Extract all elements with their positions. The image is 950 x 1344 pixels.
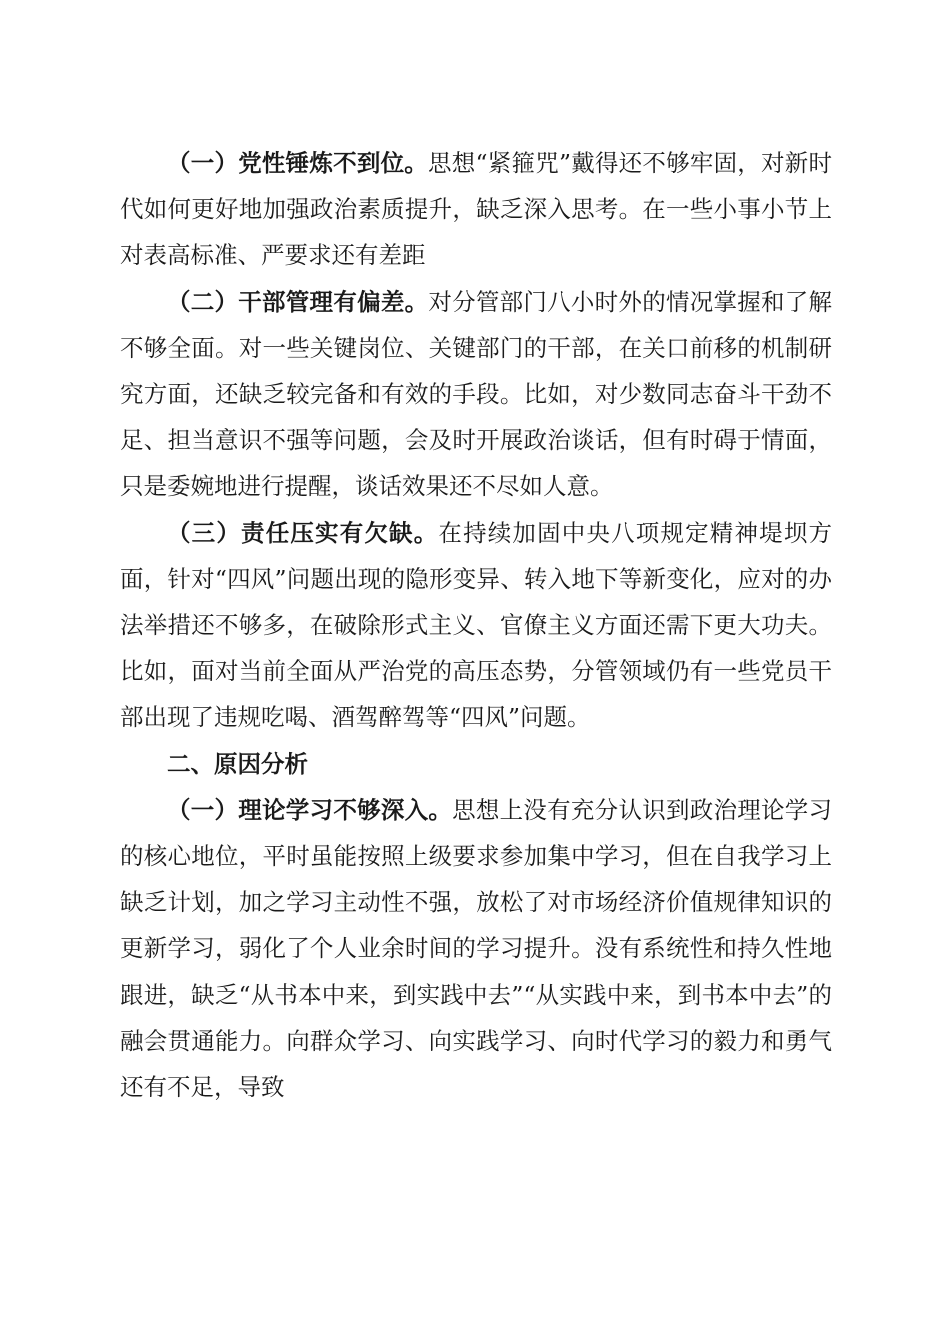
document-body [120, 140, 832, 1110]
paragraph-heading: （二）干部管理有偏差。 [167, 287, 429, 316]
paragraph-text: 思想上没有充分认识到政治理论学习的核心地位，平时虽能按照上级要求参加集中学习，但在自我学习上缺乏计划，加之学习主动性不强，放松了对市场经济价值规律知识的更新学习，弱化了个人业余时间的学习提升。没有系统性和持久性地跟进，缺乏“从书本中来，到实践中去”“从实践中来，到书本中去”的融会贯通能力。向群众学习、向实践学习、向时代学习的毅力和勇气还有不足，导致 [120, 795, 833, 1102]
paragraph-cadre-management [120, 279, 832, 510]
paragraph-text: 思想“紧箍咒”戴得还不够牢固，对新时代如何更好地加强政治素质提升，缺乏深入思考。在一些小事小节上对表高标准、严要求还有差距 [120, 149, 833, 270]
paragraph-text: 在持续加固中央八项规定精神堤坝方面，针对“四风”问题出现的隐形变异、转入地下等新变化，应对的办法举措还不够多，在破除形式主义、官僚主义方面还需下更大功夫。比如，面对当前全面从严治党的高压态势，分管领域仍有一些党员干部出现了违规吃喝、酒驾醉驾等“四风”问题。 [120, 518, 833, 732]
paragraph-heading: （一）党性锤炼不到位。 [167, 149, 429, 177]
paragraph-responsibility [120, 510, 832, 741]
paragraph-heading: （三）责任压实有欠缺。 [167, 518, 439, 547]
paragraph-party-spirit [120, 140, 832, 279]
paragraph-heading: （一）理论学习不够深入。 [167, 795, 453, 824]
paragraph-text: 对分管部门八小时外的情况掌握和了解不够全面。对一些关键岗位、关键部门的干部，在关口前移的机制研究方面，还缺乏较完备和有效的手段。比如，对少数同志奋斗干劲不足、担当意识不强等问题，会及时开展政治谈话，但有时碍于情面，只是委婉地进行提醒，谈话效果还不尽如人意。 [120, 287, 833, 501]
paragraph-theory-study [120, 787, 832, 1110]
section-title-cause-analysis: 二、原因分析 [167, 749, 308, 778]
